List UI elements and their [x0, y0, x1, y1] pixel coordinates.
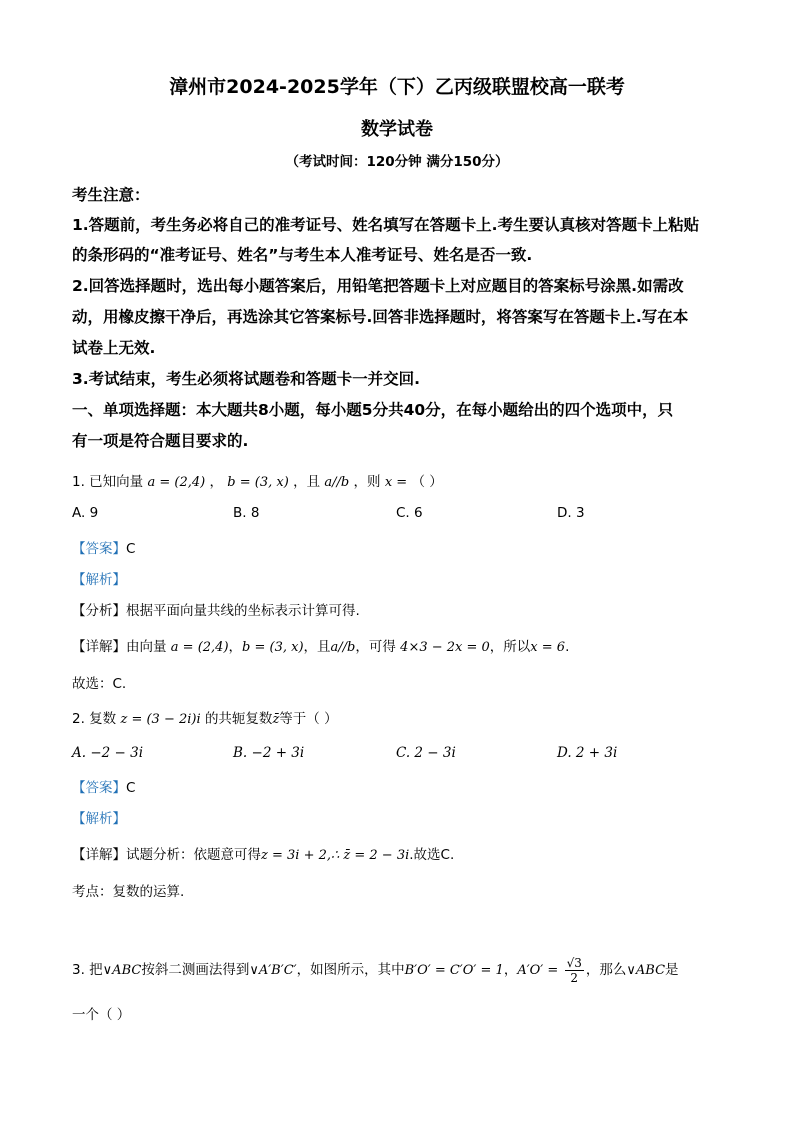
answer-tag: 【答案】 — [72, 541, 126, 557]
q3-triangle-prime: ∨A′B′C′ — [249, 963, 297, 978]
q1-bracket: （ ） — [411, 474, 443, 490]
exam-title: 漳州市2024-2025学年（下）乙丙级联盟校高一联考 — [169, 76, 625, 98]
q3-triangle-abc: ∨ABC — [102, 963, 142, 978]
q2-option-b: B. −2 + 3i — [233, 745, 305, 761]
q1-cond-prefix: ，且 — [293, 474, 321, 490]
fenxi-tag: 【分析】 — [72, 603, 126, 619]
q2-detail-equation: z = 3i + 2,∴ z̄ = 2 − 3i — [261, 848, 410, 863]
q3-sep: ， — [503, 962, 518, 978]
q1-option-c: C. 6 — [396, 505, 423, 521]
q2-z-expression: z = (3 − 2i)i — [120, 712, 201, 727]
q1-conclusion: 故选：C. — [72, 676, 127, 692]
notice-line: 2.回答选择题时，选出每小题答案后，用铅笔把答题卡上对应题目的答案标号涂黑.如需改 — [72, 277, 684, 295]
q2-option-d: D. 2 + 3i — [557, 745, 618, 761]
q2-stem-suffix: 等于（ ） — [279, 711, 338, 727]
q1-option-d: D. 3 — [557, 505, 585, 521]
section-heading: 有一项是符合题目要求的. — [72, 432, 249, 450]
q1-option-b: B. 8 — [233, 505, 260, 521]
q1-vector-a: a = (2,4) — [147, 475, 206, 490]
q3-stem-mid2: ，如图所示，其中 — [296, 962, 405, 978]
notice-line: 试卷上无效. — [72, 339, 156, 357]
q3-stem-mid3: ，那么 — [585, 962, 627, 978]
notice-line: 3.考试结束，考生必须将试题卷和答题卡一并交回. — [72, 370, 421, 388]
q2-zbar: z̄ — [272, 712, 280, 727]
notice-line: 动，用橡皮擦干净后，再选涂其它答案标号.回答非选择题时，将答案写在答题卡上.写在本 — [72, 308, 689, 326]
q1-ask: x = — [384, 475, 408, 490]
q1-stem-prefix: 1. 已知向量 — [72, 474, 144, 490]
q1-detail-cond: a//b — [330, 640, 356, 655]
q1-detail-mid: ，可得 — [355, 639, 396, 655]
q2-answer — [72, 776, 135, 796]
section-heading: 一、单项选择题：本大题共8小题，每小题5分共40分，在每小题给出的四个选项中，只 — [72, 401, 674, 419]
q1-vector-b: b = (3, x) — [227, 475, 289, 490]
q3-triangle-abc-2: ∨ABC — [626, 963, 666, 978]
q2-detail-prefix: 试题分析：依题意可得 — [126, 847, 261, 863]
analysis-tag: 【解析】 — [72, 572, 126, 588]
q3-fraction — [565, 956, 584, 985]
q3-fraction-denominator: 2 — [570, 970, 579, 985]
q1-answer-value: C — [126, 541, 136, 557]
q1-detail-result: x = 6 — [530, 640, 566, 655]
q1-condition: a//b — [324, 475, 350, 490]
q1-stem: 1. 已知向量 a = (2,4) ， b = (3, x) ，且 a//b ，则 x = （ ） — [72, 474, 443, 490]
q2-detail-suffix: .故选C. — [409, 847, 455, 863]
q1-fenxi — [72, 599, 360, 619]
q1-detail-equation: 4×3 − 2x = 0 — [400, 640, 490, 655]
q3-equation-2-prefix: A′O′ = — [517, 963, 559, 978]
q1-detail-cond-prefix: ，且 — [303, 639, 331, 655]
q1-detail: 【详解】由向量 a = (2,4)，b = (3, x)，且a//b，可得 4×3 − 2x = 0，所以x = 6. — [72, 639, 570, 655]
q3-line2: 一个（ ） — [72, 1007, 131, 1023]
q3-equation-1: B′O′ = C′O′ = 1 — [404, 963, 504, 978]
detail-tag: 【详解】 — [72, 847, 126, 863]
q1-detail-so: ，所以 — [489, 639, 531, 655]
notice-line: 1.答题前，考生务必将自己的准考证号、姓名填写在答题卡上.考生要认真核对答题卡上粘贴 — [72, 216, 700, 234]
q2-stem-mid: 的共轭复数 — [204, 711, 273, 727]
q2-stem-prefix: 2. 复数 — [72, 711, 117, 727]
q1-detail-prefix: 由向量 — [126, 639, 167, 655]
q3-stem-prefix: 3. 把 — [72, 962, 103, 978]
notice-line: 的条形码的“准考证号、姓名”与考生本人准考证号、姓名是否一致. — [72, 246, 533, 264]
q2-detail — [72, 843, 454, 863]
q2-kaodian: 考点：复数的运算. — [72, 884, 185, 900]
q1-detail-vec-a: a = (2,4) — [170, 640, 229, 655]
q1-answer — [72, 537, 135, 557]
analysis-tag: 【解析】 — [72, 811, 126, 827]
q1-ask-prefix: ，则 — [353, 474, 381, 490]
q2-option-c: C. 2 − 3i — [396, 745, 456, 761]
answer-tag: 【答案】 — [72, 780, 126, 796]
q2-stem — [72, 707, 338, 727]
q3-fraction-numerator: √3 — [566, 955, 582, 970]
q1-detail-vec-b: b = (3, x) — [242, 640, 304, 655]
q1-option-a: A. 9 — [72, 505, 99, 521]
notice-heading: 考生注意： — [72, 186, 150, 204]
q2-option-a: A. −2 − 3i — [72, 745, 144, 761]
exam-info: （考试时间：120分钟 满分150分） — [285, 154, 509, 170]
exam-subtitle: 数学试卷 — [361, 119, 433, 140]
q3-stem — [72, 950, 679, 991]
q2-answer-value: C — [126, 780, 136, 796]
detail-tag: 【详解】 — [72, 639, 126, 655]
q3-stem-mid1: 按斜二测画法得到 — [141, 962, 250, 978]
q1-fenxi-text: 根据平面向量共线的坐标表示计算可得. — [126, 603, 360, 619]
q3-stem-end: 是 — [665, 962, 679, 978]
